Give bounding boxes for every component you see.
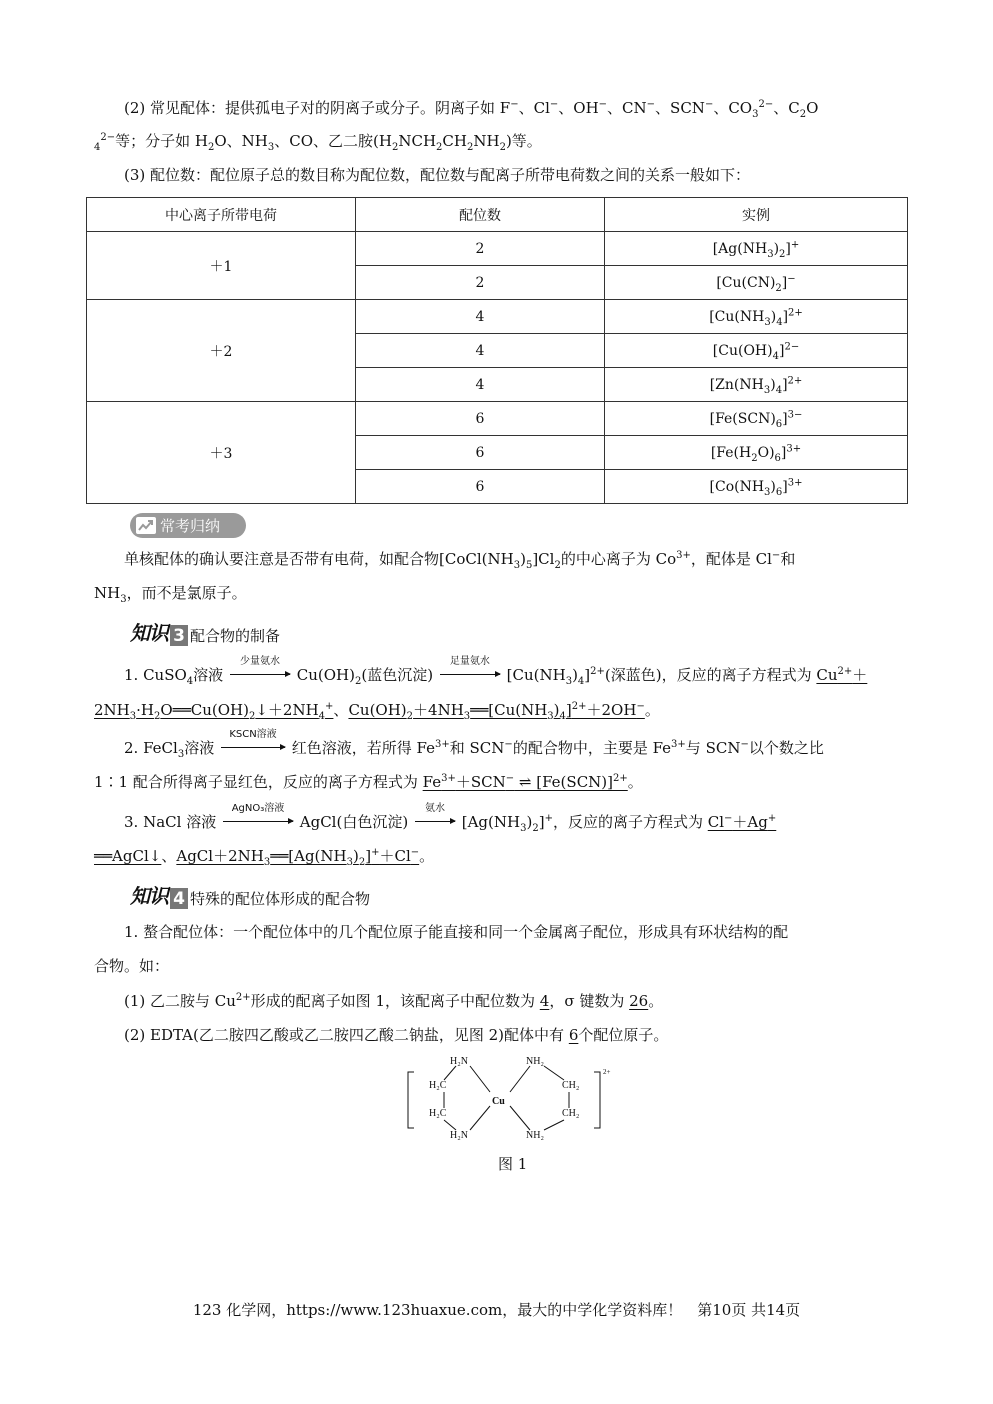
table-header-row	[87, 198, 908, 232]
header-example: 实例	[605, 198, 908, 232]
example-cell: $[Cu(NH_3)_4]^{2+}$	[605, 300, 908, 334]
coordination-table	[86, 197, 908, 504]
trend-chart-icon	[136, 517, 156, 534]
example-cell: $[Fe(H_2O)_6]^{3+}$	[605, 436, 908, 470]
ethylenediamine-copper-figure	[404, 1050, 614, 1145]
table-row	[87, 402, 908, 436]
svg-text:H₂N: H₂N	[450, 1130, 468, 1141]
cn-cell: 6	[356, 402, 605, 436]
cn-cell: 4	[356, 334, 605, 368]
example-cell: $[Zn(NH_3)_4]^{2+}$	[605, 368, 908, 402]
cn-cell: 4	[356, 368, 605, 402]
ligand-paragraph: (2) 常见配体：提供孤电子对的阴离子或分子。阴离子如 F−、Cl−、OH−、CN−、SCN−、$CO_3^{2-}$、$C_2O$	[124, 99, 819, 120]
coordination-number-paragraph: (3) 配位数：配位原子总的数目称为配位数，配位数与配离子所带电荷数之间的关系一般如下：	[124, 166, 751, 184]
svg-text:CH₂: CH₂	[562, 1080, 580, 1091]
prep-item-3-equation: ══AgCl↓、$AgCl+2NH_3══[Ag(NH_3)_2]^++Cl^-$。	[94, 847, 435, 868]
example-cell: $[Cu(OH)_4]^{2-}$	[605, 334, 908, 368]
note-paragraph: 单核配体的确认要注意是否带有电荷，如配合物$[CoCl(NH_3)_5]Cl_2$的中心离子为 $Co^{3+}$，配体是 Cl−和	[124, 550, 796, 571]
svg-text:CH₂: CH₂	[562, 1108, 580, 1119]
cn-cell: 4	[356, 300, 605, 334]
prep-item-2-cont: 1∶1 配合所得离子显红色，反应的离子方程式为 $Fe^{3+}+SCN^-$ ⇌ $[Fe(SCN)]^{2+}$。	[94, 773, 643, 791]
prep-item-1: 1. CuSO$_4$溶液 少量氨水 $Cu(OH)_2$(蓝色沉淀) 足量氨水 $[Cu(NH_3)_4]^{2+}$(深蓝色)，反应的离子方程式为 $Cu^{2+}+$	[124, 656, 868, 687]
prep-item-1-equation: $2NH_3\cdot H_2O══Cu(OH)_2↓+2NH_4^+$、$Cu(OH)_2+4NH_3══[Cu(NH_3)_4]^{2+}+2OH^-$。	[94, 701, 660, 722]
ligand-paragraph-cont: $_4^{2-}$等；分子如 $H_2O$、$NH_3$、CO、乙二胺$(H_2NCH_2CH_2NH_2)$等。	[94, 132, 542, 153]
figure-caption: 图 1	[498, 1155, 528, 1173]
summary-badge	[130, 513, 246, 538]
svg-text:NH₂: NH₂	[526, 1130, 544, 1141]
svg-text:NH₂: NH₂	[526, 1056, 544, 1067]
charge-cell: ＋3	[87, 402, 356, 504]
section-heading-3: 知识 3 配合物的制备	[130, 621, 281, 646]
charge-cell: ＋2	[87, 300, 356, 402]
svg-text:H₂C: H₂C	[429, 1080, 447, 1091]
svg-text:H₂C: H₂C	[429, 1108, 447, 1119]
note-paragraph-cont: $NH_3$，而不是氯原子。	[94, 584, 247, 605]
chelate-item-2: (2) EDTA(乙二胺四乙酸或乙二胺四乙酸二钠盐，见图 2)配体中有 6个配位原子。	[124, 1026, 669, 1044]
example-cell: $[Ag(NH_3)_2]^+$	[605, 232, 908, 266]
example-cell: $[Fe(SCN)_6]^{3-}$	[605, 402, 908, 436]
table-row	[87, 300, 908, 334]
chelate-item-1: (1) 乙二胺与 $Cu^{2+}$形成的配离子如图 1，该配离子中配位数为 4，σ 键数为 26。	[124, 992, 664, 1010]
cn-cell: 2	[356, 232, 605, 266]
table-row	[87, 232, 908, 266]
chelate-paragraph: 1. 螯合配位体：一个配位体中的几个配位原子能直接和同一个金属离子配位，形成具有环状结构的配	[124, 923, 789, 941]
cn-cell: 2	[356, 266, 605, 300]
header-charge: 中心离子所带电荷	[87, 198, 356, 232]
page-footer: 123 化学网，https://www.123huaxue.com，最大的中学化学资料库！ 第10页 共14页	[192, 1301, 801, 1319]
prep-item-2: 2. FeCl$_3$溶液 KSCN溶液 红色溶液，若所得 $Fe^{3+}$和 SCN−的配合物中，主要是 $Fe^{3+}$与 SCN−以个数之比	[124, 729, 824, 760]
example-cell: $[Co(NH_3)_6]^{3+}$	[605, 470, 908, 504]
svg-text:2+: 2+	[603, 1068, 611, 1076]
example-cell: $[Cu(CN)_2]^-$	[605, 266, 908, 300]
cn-cell: 6	[356, 436, 605, 470]
svg-text:Cu: Cu	[492, 1096, 505, 1107]
header-cn: 配位数	[356, 198, 605, 232]
prep-item-3: 3. NaCl 溶液 AgNO₃溶液 AgCl(白色沉淀) 氨水 $[Ag(NH_3)_2]^+$，反应的离子方程式为 Cl−＋Ag+	[124, 803, 777, 834]
section-heading-4: 知识 4 特殊的配位体形成的配合物	[130, 884, 371, 909]
summary-badge-label: 常考归纳	[160, 517, 221, 535]
svg-text:H₂N: H₂N	[450, 1056, 468, 1067]
cn-cell: 6	[356, 470, 605, 504]
chelate-paragraph-cont: 合物。如：	[94, 957, 170, 975]
charge-cell: ＋1	[87, 232, 356, 300]
